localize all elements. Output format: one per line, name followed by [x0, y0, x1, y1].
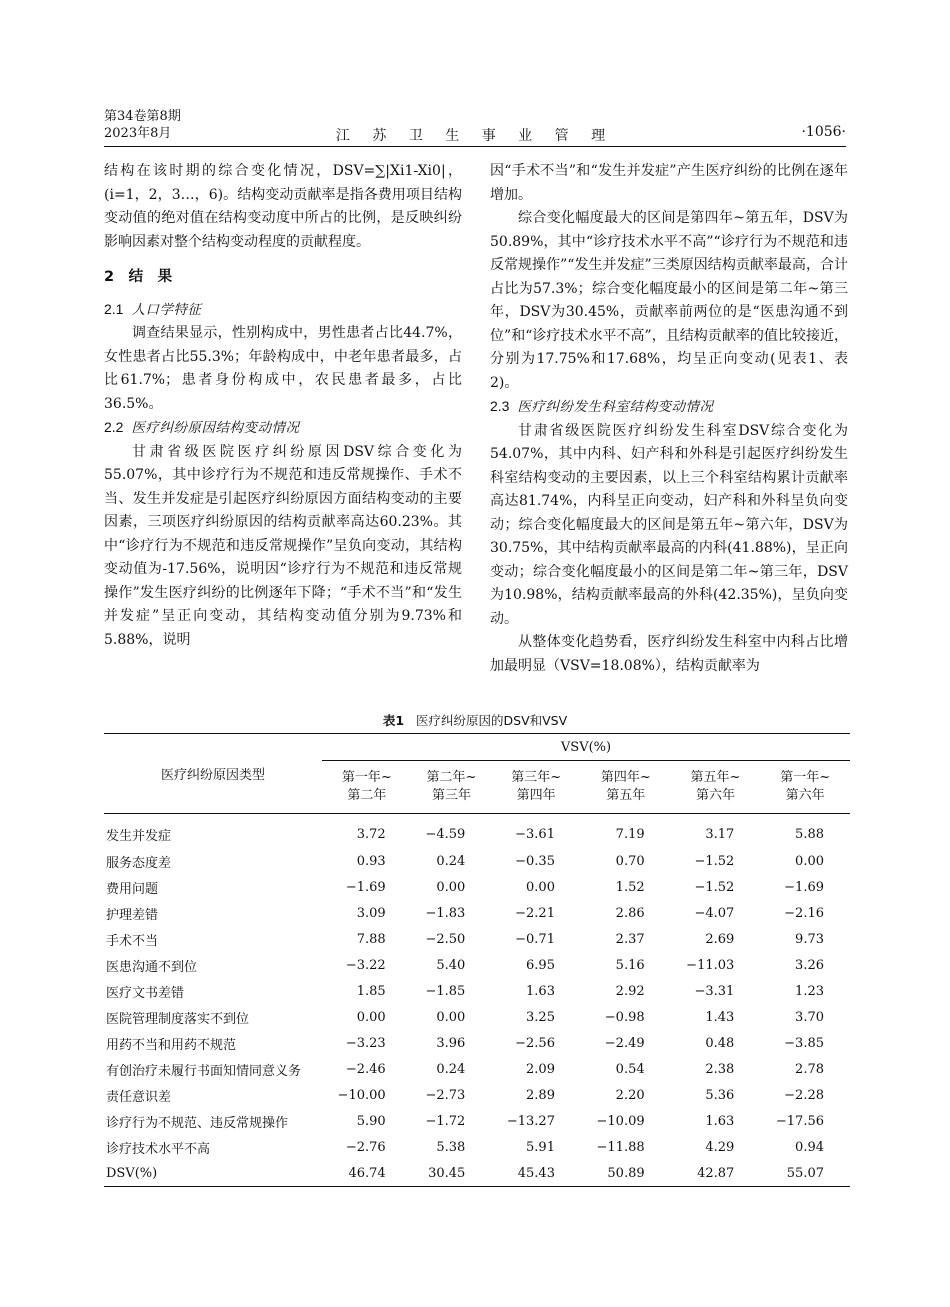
cause-type-cell: 发生并发症 [106, 828, 172, 844]
column-header-line2: 第二年 [347, 788, 387, 803]
value-cell: 2.20 [615, 1087, 645, 1103]
column-header-cell [671, 761, 761, 814]
subsection-heading-2-3 [490, 395, 848, 420]
value-cell: 0.00 [436, 1009, 466, 1025]
value-cell: −2.50 [425, 931, 466, 947]
column-header-line2: 第四年 [516, 788, 556, 803]
cause-type-cell: 医院管理制度落实不到位 [106, 1011, 250, 1027]
value-cell: 1.43 [705, 1009, 735, 1025]
column-header-line1: 第四年~ [600, 770, 651, 785]
value-cell: 0.48 [705, 1035, 735, 1051]
value-cell: −2.16 [784, 905, 824, 921]
subsection-title: 医疗纠纷发生科室结构变动情况 [517, 399, 714, 415]
value-cell: 3.96 [436, 1035, 466, 1051]
value-cell: 2.78 [795, 1061, 824, 1077]
value-cell: 0.00 [795, 853, 824, 869]
column-header-cell [322, 761, 412, 814]
value-cell: 6.95 [526, 957, 555, 973]
value-cell: 5.36 [705, 1087, 735, 1103]
table-row [104, 848, 850, 874]
value-cell: 2.92 [615, 983, 645, 999]
value-cell: −10.00 [337, 1087, 386, 1103]
subsection-title: 医疗纠纷原因结构变动情况 [131, 420, 300, 436]
value-cell: 1.85 [356, 983, 386, 999]
value-cell: −1.72 [425, 1113, 466, 1129]
value-cell: −13.27 [506, 1113, 555, 1129]
right-column [490, 160, 848, 678]
cause-type-cell: 诊疗行为不规范、违反常规操作 [106, 1115, 289, 1131]
column-header-cell [760, 761, 850, 814]
issue-date: 2023年8月 [104, 126, 172, 141]
value-cell: 45.43 [491, 1160, 581, 1187]
table-row [104, 952, 850, 978]
value-cell: 3.09 [356, 905, 386, 921]
header-rule [104, 146, 846, 147]
value-cell: 0.70 [615, 853, 645, 869]
table-row [104, 978, 850, 1004]
value-cell: 2.09 [526, 1061, 555, 1077]
value-cell: −3.22 [345, 957, 386, 973]
subsection-heading-2-1 [104, 298, 462, 323]
table-row [104, 926, 850, 952]
value-cell: −3.23 [345, 1035, 386, 1051]
value-cell: 4.29 [705, 1139, 735, 1155]
column-header-line1: 第二年~ [426, 770, 477, 785]
subsection-number: 2.1 [104, 300, 124, 317]
value-cell: 50.89 [581, 1160, 671, 1187]
value-cell: 2.38 [705, 1061, 735, 1077]
cause-type-cell: 诊疗技术水平不高 [106, 1141, 211, 1157]
value-cell: 3.72 [356, 826, 386, 842]
value-cell: 30.45 [412, 1160, 492, 1187]
column-header-line2: 第六年 [785, 788, 825, 803]
value-cell: 0.24 [436, 853, 466, 869]
cause-type-cell: 医疗文书差错 [106, 985, 185, 1001]
column-header-line2: 第三年 [431, 788, 471, 803]
paragraph-cause-structure: 甘肃省级医院医疗纠纷原因DSV综合变化为55.07%，其中诊疗行为不规范和违反常规操作、手术不当、发生并发症是引起医疗纠纷原因方面结构变动的主要因素，三项医疗纠纷原因的结构贡献率高达60.23%。其中“诊疗行为不规范和违反常规操作”呈负向变动，其结构变动值为-17.56%，说明因“诊疗行为不规范和违反常规操作”发生医疗纠纷的比例逐年下降；“手术不当”和“发生并发症”呈正向变动，其结构变动值分别为9.73%和5.88%，说明 [104, 443, 462, 648]
paragraph-overall-trend: 从整体变化趋势看，医疗纠纷发生科室中内科占比增加最明显（VSV=18.08%），结构贡献率为 [490, 634, 848, 674]
value-cell: 3.26 [795, 957, 824, 973]
value-cell: −2.46 [345, 1061, 386, 1077]
value-cell: −3.31 [694, 983, 735, 999]
value-cell: −11.88 [596, 1139, 645, 1155]
table-row [104, 1108, 850, 1134]
value-cell: 5.88 [795, 826, 824, 842]
value-cell: 1.63 [526, 983, 555, 999]
value-cell: −4.59 [425, 826, 466, 842]
value-cell: 1.52 [615, 879, 645, 895]
cause-type-cell: 护理差错 [106, 907, 159, 923]
value-cell: 0.54 [615, 1061, 645, 1077]
value-cell: −17.56 [775, 1113, 824, 1129]
subsection-heading-2-2 [104, 416, 462, 441]
value-cell: 5.90 [356, 1113, 386, 1129]
left-column [104, 160, 462, 652]
cause-type-cell: 用药不当和用药不规范 [106, 1037, 237, 1053]
value-cell: 0.93 [356, 853, 386, 869]
table-row [104, 1004, 850, 1030]
row-header-cell: 医疗纠纷原因类型 [104, 734, 322, 814]
subsection-number: 2.2 [104, 419, 124, 435]
value-cell: −0.35 [515, 853, 555, 869]
value-cell: −2.76 [345, 1139, 386, 1155]
value-cell: 5.91 [526, 1139, 555, 1155]
value-cell: 0.24 [436, 1061, 466, 1077]
value-cell: 55.07 [760, 1160, 850, 1187]
paragraph-continuation: 因“手术不当”和“发生并发症”产生医疗纠纷的比例在逐年增加。 [490, 163, 848, 203]
value-cell: 42.87 [671, 1160, 761, 1187]
value-cell: −2.73 [425, 1087, 466, 1103]
value-cell: −1.52 [694, 853, 735, 869]
cause-type-cell: 服务态度差 [106, 855, 172, 871]
value-cell: −1.52 [694, 879, 735, 895]
cause-type-cell: DSV(%) [104, 1160, 322, 1187]
column-header-line1: 第三年~ [511, 770, 562, 785]
column-header-cell [412, 761, 492, 814]
column-header-cell [581, 761, 671, 814]
value-cell: 7.88 [356, 931, 386, 947]
value-cell: −2.56 [515, 1035, 555, 1051]
value-cell: −1.85 [425, 983, 466, 999]
column-header-line1: 第一年~ [780, 770, 831, 785]
value-cell: −0.71 [515, 931, 555, 947]
table-title: 医疗纠纷原因的DSV和VSV [416, 713, 568, 728]
table-row [104, 814, 850, 849]
table-row [104, 900, 850, 926]
value-cell: 0.00 [526, 879, 555, 895]
table-row [104, 1160, 850, 1187]
value-cell: 5.40 [436, 957, 466, 973]
table-row [104, 874, 850, 900]
value-cell: 46.74 [322, 1160, 412, 1187]
table-caption [0, 711, 950, 729]
value-cell: 5.16 [615, 957, 645, 973]
table-row [104, 1082, 850, 1108]
value-cell: 0.00 [356, 1009, 386, 1025]
value-cell: −4.07 [694, 905, 735, 921]
value-cell: 7.19 [615, 826, 645, 842]
value-cell: −0.98 [604, 1009, 645, 1025]
cause-type-cell: 手术不当 [106, 933, 159, 949]
paragraph-demographics: 调查结果显示，性别构成中，男性患者占比44.7%，女性患者占比55.3%；年龄构成中，中老年患者最多，占比61.7%；患者身份构成中，农民患者最多，占比36.5%。 [104, 325, 462, 412]
column-header-line2: 第五年 [606, 788, 646, 803]
value-cell: 5.38 [436, 1139, 466, 1155]
value-cell: −3.85 [784, 1035, 824, 1051]
table-row [104, 1134, 850, 1160]
table-row [104, 1056, 850, 1082]
value-cell: −10.09 [596, 1113, 645, 1129]
value-cell: 3.70 [795, 1009, 824, 1025]
value-cell: −2.28 [784, 1087, 824, 1103]
journal-title: 江 苏 卫 生 事 业 管 理 [335, 128, 615, 144]
value-cell: 3.17 [705, 826, 735, 842]
value-cell: 1.63 [705, 1113, 735, 1129]
value-cell: −1.83 [425, 905, 466, 921]
value-cell: 0.94 [795, 1139, 824, 1155]
subsection-title: 人口学特征 [131, 301, 202, 318]
cause-type-cell: 费用问题 [106, 881, 159, 897]
value-cell: 2.89 [526, 1087, 555, 1103]
value-cell: 3.25 [526, 1009, 555, 1025]
value-cell: 2.69 [705, 931, 735, 947]
page-number: ·1056· [801, 124, 846, 140]
dsv-vsv-table [104, 733, 850, 1187]
table-label: 表1 [382, 713, 405, 728]
paragraph-dsv-definition: 结构在该时期的综合变化情况，DSV=∑|Xi1-Xi0|，(i=1，2，3…，6)。结构变动贡献率是指各费用项目结构变动值的绝对值在结构变动度中所占的比例，是反映纠纷影响因素对整个结构变动程度的贡献程度。 [104, 163, 462, 250]
column-header-line1: 第五年~ [690, 770, 741, 785]
value-cell: 9.73 [795, 931, 824, 947]
value-cell: −11.03 [686, 957, 735, 973]
vsv-header-cell: VSV(%) [322, 734, 850, 761]
table-row [104, 1030, 850, 1056]
value-cell: 1.23 [795, 983, 824, 999]
paragraph-interval-change: 综合变化幅度最大的区间是第四年~第五年，DSV为50.89%，其中“诊疗技术水平不高”“诊疗行为不规范和违反常规操作”“发生并发症”三类原因结构贡献率最高，合计占比为57.3%；综合变化幅度最小的区间是第二年~第三年，DSV为30.45%，贡献率前两位的是“医患沟通不到位”和“诊疗技术水平不高”，且结构贡献率的值比较接近，分别为17.75%和17.68%，均呈正向变动(见表1、表2)。 [490, 210, 848, 391]
value-cell: 2.86 [615, 905, 645, 921]
value-cell: −1.69 [784, 879, 824, 895]
column-header-cell [491, 761, 581, 814]
cause-type-cell: 有创治疗未履行书面知情同意义务 [106, 1063, 302, 1079]
value-cell: −2.21 [515, 905, 555, 921]
value-cell: −2.49 [604, 1035, 645, 1051]
paragraph-department-structure: 甘肃省级医院医疗纠纷发生科室DSV综合变化为54.07%，其中内科、妇产科和外科是引起医疗纠纷发生科室结构变动的主要因素，以上三个科室结构累计贡献率高达81.74%，内科呈正向变动，妇产科和外科呈负向变动；综合变化幅度最大的区间是第五年~第六年，DSV为30.75%，其中结构贡献率最高的内科(41.88%)，呈正向变动；综合变化幅度最小的区间是第二年~第三年，DSV为10.98%，结构贡献率最高的外科(42.35%)，呈负向变动。 [490, 422, 848, 627]
column-header-line1: 第一年~ [341, 770, 392, 785]
volume-issue: 第34卷第8期 [104, 109, 181, 124]
value-cell: 0.00 [436, 879, 466, 895]
value-cell: −1.69 [345, 879, 386, 895]
column-header-line2: 第六年 [695, 788, 735, 803]
value-cell: 2.37 [615, 931, 645, 947]
section-heading-results: 2 结 果 [104, 269, 173, 285]
cause-type-cell: 医患沟通不到位 [106, 959, 198, 975]
cause-type-cell: 责任意识差 [106, 1089, 172, 1105]
subsection-number: 2.3 [490, 398, 510, 414]
value-cell: −3.61 [515, 826, 555, 842]
